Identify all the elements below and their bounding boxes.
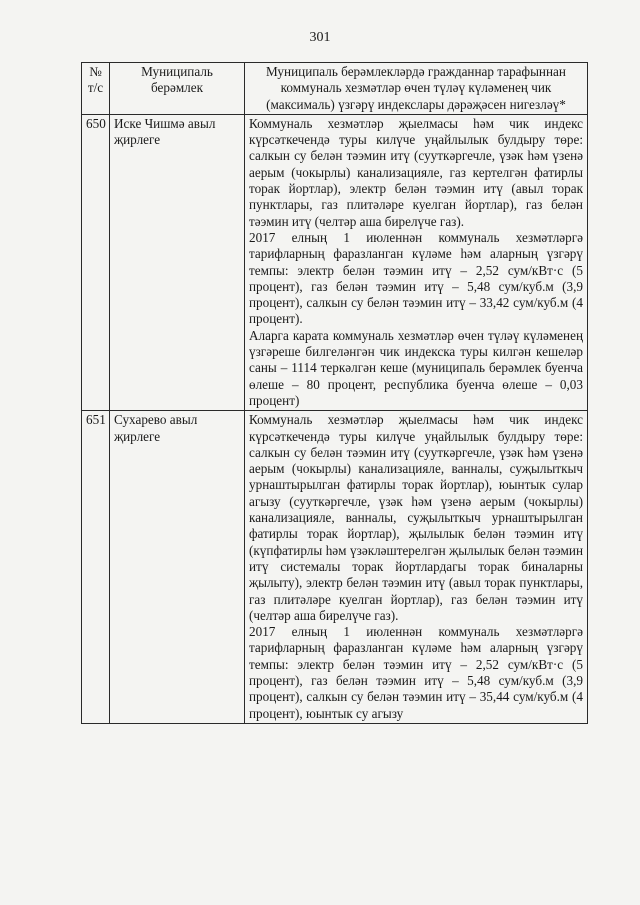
description-paragraph: 2017 елның 1 июленнән коммуналь хезмәтләргә тарифларның фаразланган күләме һәм аларның үзгәрү темпы: электр белән тәэмин итү – 2,52 сум/кВт·с (5 процент), газ белән тәэмин итү – 5,48 сум/куб.м (3,9 процент), салкын су белән тәэмин итү – 33,42 сум/куб.м (4 процент). [249,229,583,327]
description-paragraph: Коммуналь хезмәтләр җыелмасы һәм чик индекс күрсәткечендә туры килүче уңайлылык булдыру төре: салкын су белән тәэмин итү (сууткәргечле, үзәк һәм үзенә аерым (чокырлы) канализацияле, ванналы, суҗылыткыч урнаштырылган фатирлы торак йортлар), юынтык сулар агызу (сууткәргечле, үзәк һәм үзенә аерым (чокырлы) канализацияле, ванналы, суҗылыткыч урнаштырылган фатирлы торак йортлар), җылылык белән тәэмин итү (күпфатирлы һәм үзәкләштерелгән җылылык белән тәэмин итү системалы торак йортлардагы торак биналарны җылыту), электр белән тәэмин итү (авыл торак пунктлары, газ плитәләре куелган йортлар), газ белән тәэмин итү (челтәр аша бирелүче газ). [249,412,583,623]
row-municipality: Иске Чишмә авыл җирлеге [110,114,245,410]
table-row [82,114,588,410]
row-description [245,114,588,410]
description-paragraph: Аларга карата коммуналь хезмәтләр өчен түләү күләменең үзгәреше билгеләнгән чик индекска туры килгән кешеләр саны – 1114 теркәлгән кеше (муниципаль берәмлек буенча өлеше – 80 процент, республика буенча өлеше – 0,03 процент) [249,327,583,408]
header-description: Муниципаль берәмлекләрдә гражданнар тарафыннан коммуналь хезмәтләр өчен түләү күләменең чик (максималь) үзгәрү индекслары дәрәҗәсен нигезләү* [245,63,588,115]
page-number: 301 [309,30,331,45]
header-number: № т/с [82,63,110,115]
description-paragraph: 2017 елның 1 июленнән коммуналь хезмәтләргә тарифларның фаразланган күләме һәм аларның үзгәрү темпы: электр белән тәэмин итү – 2,52 сум/кВт·с (5 процент), газ белән тәэмин итү – 5,48 сум/куб.м (3,9 процент), салкын су белән тәэмин итү – 35,44 сум/куб.м (4 процент), юынтык су агызу [249,624,583,721]
row-number: 650 [82,114,110,410]
table-row [82,411,588,724]
row-description [245,411,588,724]
row-municipality: Сухарево авыл җирлеге [110,411,245,724]
row-number: 651 [82,411,110,724]
description-paragraph: Коммуналь хезмәтләр җыелмасы һәм чик индекс күрсәткечендә туры килүче уңайлылык булдыру төре: салкын су белән тәэмин итү (сууткәргечле, үзәк һәм үзенә аерым (чокырлы) канализацияле, газ кертелгән фатирлы торак йортлар), электр белән тәэмин итү (авыл торак пунктлары, газ плитәләре куелган йортлар), газ белән тәэмин итү (челтәр аша бирелүче газ). [249,115,583,229]
table-header-row [82,63,588,115]
header-municipality: Муниципаль берәмлек [110,63,245,115]
tariff-table [81,62,588,724]
